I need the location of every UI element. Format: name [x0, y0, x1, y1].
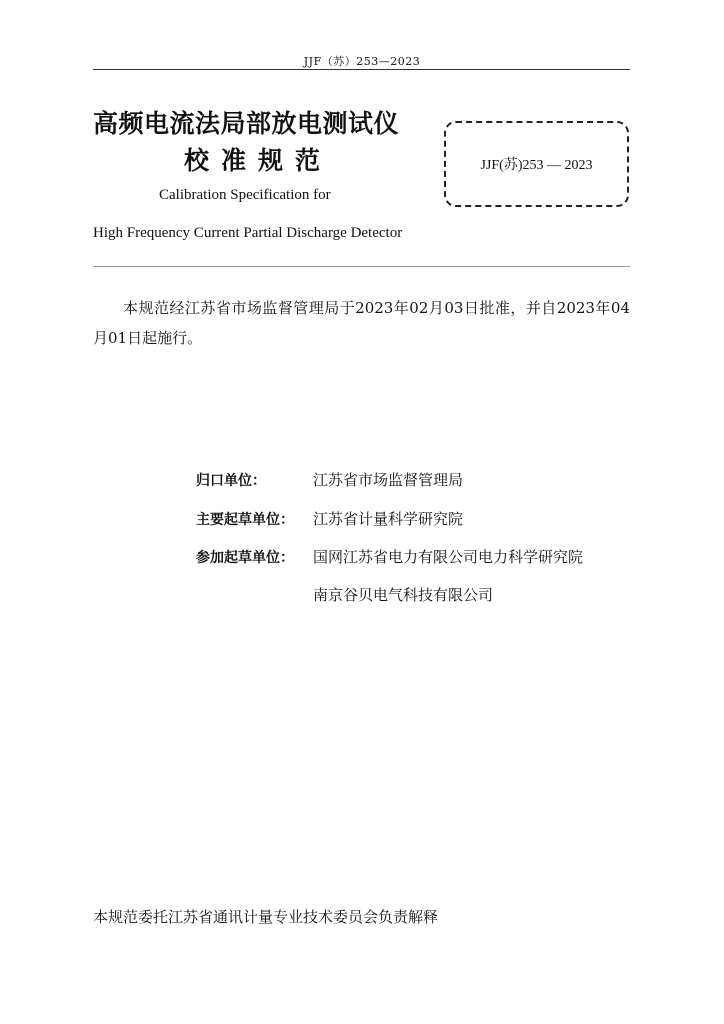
standard-code-box [444, 121, 629, 207]
interpretation-note: 本规范委托江苏省通讯计量专业技术委员会负责解释 [93, 908, 439, 926]
org-participating-value-2: 南京谷贝电气科技有限公司 [313, 586, 494, 604]
standard-code: JJF(苏)253 — 2023 [480, 158, 593, 173]
org-participating-label: 参加起草单位： [196, 550, 294, 566]
english-title-line2: High Frequency Current Partial Discharge Detector [93, 225, 403, 241]
org-responsible-label: 归口单位： [196, 473, 266, 489]
header-divider [93, 69, 630, 70]
document-subtitle: 校准规范 [184, 146, 333, 175]
org-main-drafter-label: 主要起草单位： [196, 512, 294, 528]
org-main-drafter-value: 江苏省计量科学研究院 [313, 510, 464, 528]
english-title-line1: Calibration Specification for [159, 187, 331, 203]
approval-statement: 本规范经江苏省市场监督管理局于2023年02月03日批准，并自2023年04月01日起施行。 [93, 299, 630, 347]
org-main-drafter-row [196, 508, 463, 529]
document-title: 高频电流法局部放电测试仪 [93, 109, 400, 138]
org-responsible-row [196, 469, 463, 490]
org-participating-value-1: 国网江苏省电力有限公司电力科学研究院 [313, 548, 584, 566]
org-participating-row [196, 546, 583, 567]
title-divider [93, 266, 630, 267]
header-code: JJF（苏）253—2023 [303, 55, 421, 68]
org-participating-row-2 [196, 584, 493, 605]
org-responsible-value: 江苏省市场监督管理局 [313, 471, 464, 489]
